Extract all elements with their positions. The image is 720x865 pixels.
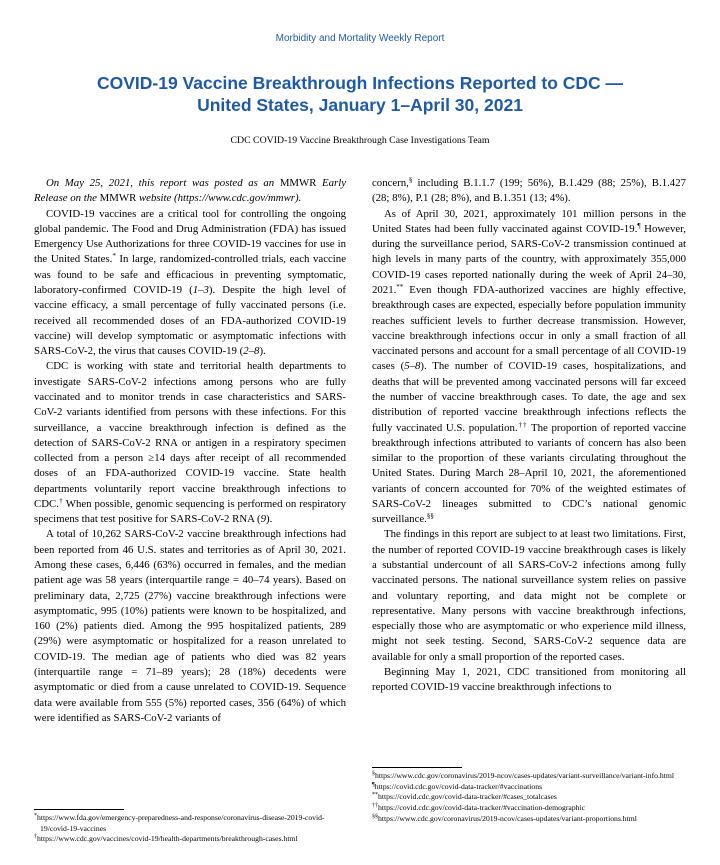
article-title [60, 72, 660, 116]
footnote-ref[interactable]: ¶ [637, 221, 641, 230]
paragraph-surveillance: CDC is working with state and territorial health departments to investigate SARS-CoV-2 infections among persons who are fully vaccinated and to monitor trends in case characteristics and SARS-CoV-2 variants identified from persons with these infections. For this surveillance, a vaccine breakthrough infection is defined as the detection of SARS-CoV-2 RNA or antigen in a respiratory specimen collected from a person ≥14 days after receipt of all recommended doses of an FDA-authorized COVID-19 vaccine. State health departments voluntarily report vaccine breakthrough infections to CDC.† When possible, genomic sequencing is performed on respiratory specimens that test positive for SARS-CoV-2 RNA (9). [34, 360, 347, 526]
footnote-ref[interactable]: † [58, 496, 63, 505]
footnote-link[interactable]: https://www.cdc.gov/coronavirus/2019-ncov/cases-updates/variant-proportions.html [378, 813, 637, 823]
footnote-item: †https://www.cdc.gov/vaccines/covid-19/health-departments/breakthrough-cases.html [34, 834, 298, 844]
footnote-item: **https://covid.cdc.gov/covid-data-tracker/#cases_totalcases [372, 792, 557, 802]
footnote-ref[interactable]: § [408, 176, 413, 184]
footnote-ref[interactable]: §§ [426, 512, 434, 521]
left-column [34, 176, 346, 726]
citation-link[interactable]: 5–8 [404, 360, 421, 373]
right-column [372, 176, 686, 696]
paragraph-results: A total of 10,262 SARS-CoV-2 vaccine breakthrough infections had been reported from 46 U.S. states and territories as of April 30, 2021. Among these cases, 6,446 (63%) occurred in females, and the median patient age was 58 years (interquartile range = 40–74 years). Based on preliminary data, 2,725 (27%) vaccine breakthrough infections were asymptomatic, 995 (10%) patients were known to be hospitalized, and 160 (2%) patients died. Among the 995 hospitalized patients, 289 (29%) were asymptomatic or hospitalized for a reason unrelated to COVID-19. The median age of patients who died was 82 years (interquartile range = 71–89 years); 28 (18%) decedents were asymptomatic or died from a cause unrelated to COVID-19. Sequence data were available from 555 (5%) reported cases, 356 (64%) of which were identified as SARS-CoV-2 variants of [34, 528, 346, 724]
early-release-note: On May 25, 2021, this report was posted as an MMWR Early Release on the MMWR website (https://www.cdc.gov/mmwr). [34, 177, 346, 205]
footnote-item: *https://www.fda.gov/emergency-preparedness-and-response/coronavirus-disease-2019-covid-19/covid-19-vaccines [34, 813, 325, 833]
footnote-item: ¶https://covid.cdc.gov/covid-data-tracker/#vaccinations [372, 781, 543, 791]
citation-link[interactable]: 9 [260, 513, 267, 526]
footnote-divider-right [372, 767, 462, 768]
footnote-link[interactable]: https://www.fda.gov/emergency-preparedness-and-response/coronavirus-disease-2019-covid-19/covid-19-vaccines [37, 813, 325, 833]
article-title-line-2: United States, January 1–April 30, 2021 [197, 95, 523, 115]
footnote-ref[interactable]: ** [396, 282, 404, 291]
footnote-link[interactable]: https://covid.cdc.gov/covid-data-tracker/#vaccination-demographic [378, 803, 586, 813]
footnote-link[interactable]: https://covid.cdc.gov/covid-data-tracker/#cases_totalcases [378, 792, 557, 802]
footnote-divider-left [34, 809, 124, 810]
paragraph-results-continued: concern,§ including B.1.1.7 (199; 56%), B.1.429 (88; 25%), B.1.427 (28; 8%), P.1 (28; 8%), and B.1.351 (13; 4%). [372, 176, 686, 205]
footnote-ref[interactable]: †† [517, 420, 528, 429]
journal-header: Morbidity and Mortality Weekly Report [275, 33, 445, 44]
article-title-line-1: COVID-19 Vaccine Breakthrough Infections Reported to CDC — [96, 73, 624, 93]
footnote-ref[interactable]: * [112, 252, 116, 261]
footnotes-right [372, 771, 686, 825]
footnote-link[interactable]: https://covid.cdc.gov/covid-data-tracker/#vaccinations [374, 781, 543, 791]
citation-link[interactable]: 2–8 [243, 345, 260, 358]
paragraph-transition: Beginning May 1, 2021, CDC transitioned from monitoring all reported COVID-19 vaccine breakthrough infections to [372, 666, 686, 694]
citation-link[interactable]: 1–3 [192, 283, 209, 296]
paragraph-discussion: As of April 30, 2021, approximately 101 million persons in the United States had been fully vaccinated against COVID-19.¶ However, during the surveillance period, SARS-CoV-2 transmission continued at high levels in many parts of the country, with approximately 355,000 COVID-19 cases reported nationally during the week of April 24–30, 2021.** Even though FDA-authorized vaccines are highly effective, breakthrough cases are expected, especially before population immunity reaches sufficient levels to further decrease transmission. However, vaccine breakthrough infections occur in only a small fraction of all vaccinated persons and account for a small percentage of all COVID-19 cases (5–8). The number of COVID-19 cases, hospitalizations, and deaths that will be prevented among vaccinated persons will far exceed the number of vaccine breakthrough cases. To date, the age and sex distribution of reported vaccine breakthrough infections reflects the fully vaccinated U.S. population.†† The proportion of reported vaccine breakthrough infections attributed to variants of concern has also been similar to the proportion of these variants circulating throughout the United States. During March 28–April 10, 2021, the aforementioned variants of concern accounted for 70% of the weighted estimates of SARS-CoV-2 lineages submitted to CDC’s national genomic surveillance.§§ [372, 207, 687, 526]
footnotes-left [34, 813, 346, 845]
article-authors: CDC COVID-19 Vaccine Breakthrough Case Investigations Team [230, 135, 490, 146]
paragraph-limitations: The findings in this report are subject to at least two limitations. First, the number of reported COVID-19 vaccine breakthrough cases is likely a substantial undercount of all SARS-CoV-2 infections among fully vaccinated persons. The national surveillance system relies on passive and voluntary reporting, and data might not be complete or representative. Many persons with vaccine breakthrough infections, especially those who are asymptomatic or who experience mild illness, might not seek testing. Second, SARS-CoV-2 sequence data are available for only a small proportion of the reported cases. [372, 528, 686, 663]
footnote-item: ††https://covid.cdc.gov/covid-data-tracker/#vaccination-demographic [372, 803, 586, 813]
footnote-item: §https://www.cdc.gov/coronavirus/2019-ncov/cases-updates/variant-surveillance/variant-info.html [372, 771, 675, 780]
footnote-item: §§https://www.cdc.gov/coronavirus/2019-ncov/cases-updates/variant-proportions.html [372, 813, 637, 823]
footnote-link[interactable]: https://www.cdc.gov/coronavirus/2019-ncov/cases-updates/variant-surveillance/variant-info.html [375, 771, 675, 780]
paragraph-vaccines: COVID-19 vaccines are a critical tool for controlling the ongoing global pandemic. The Food and Drug Administration (FDA) has issued Emergency Use Authorizations for three COVID-19 vaccines for use in the United States.* In large, randomized-controlled trials, each vaccine was found to be safe and efficacious in preventing symptomatic, laboratory-confirmed COVID-19 (1–3). Despite the high level of vaccine efficacy, a small percentage of fully vaccinated persons (i.e. received all recommended doses of an FDA-authorized COVID-19 vaccine) will develop symptomatic or asymptomatic infections with SARS-CoV-2, the virus that causes COVID-19 (2–8). [34, 207, 346, 358]
footnote-link[interactable]: https://www.cdc.gov/vaccines/covid-19/health-departments/breakthrough-cases.html [37, 834, 298, 844]
